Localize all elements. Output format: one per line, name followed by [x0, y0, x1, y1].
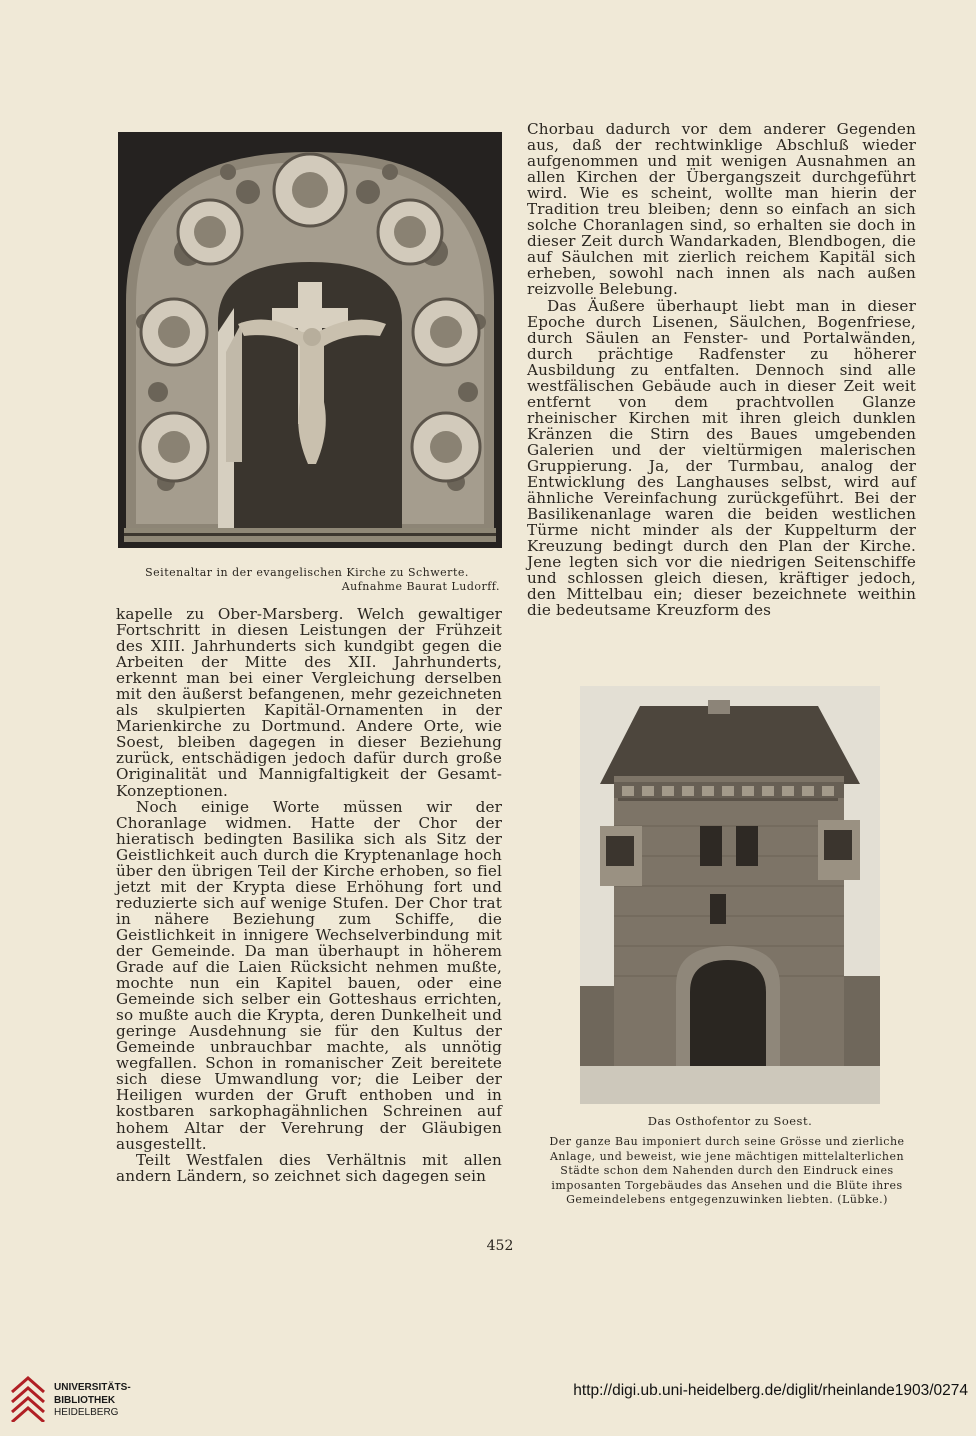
- altar-caption-line1: Seitenaltar in der evangelischen Kirche zu Schwerte.: [145, 566, 469, 579]
- library-name-line2: BIBLIOTHEK: [54, 1394, 116, 1406]
- gate-caption-line: Anlage, und beweist, wie jene mächtigen mittelalterlichen: [549, 1149, 905, 1163]
- page-number: 452: [486, 1238, 514, 1254]
- paragraph: kapelle zu Ober-Marsberg. Welch gewaltiger Fortschritt in diesen Leistungen der Frühzeit des XIII. Jahrhunderts sich kundgibt gegen die Arbeiten der Mitte des XII. Jahrhunderts, erkennt man bei einer Vergleichung derselben mit den äußerst befangenen, mehr gezeichneten als skulpierten Kapitäl-Ornamenten in der Marienkirche zu Dortmund. Andere Orte, wie Soest, bleiben dagegen in dieser Beziehung zurück, entschädigen jedoch dafür durch große Originalität und Mannigfaltigkeit der Gesamt-Konzeptionen.: [116, 605, 502, 800]
- right-text-column: [527, 121, 916, 618]
- gate-photo: [580, 686, 880, 1104]
- gate-caption-description: [536, 1135, 918, 1208]
- altar-photo: [118, 132, 502, 548]
- library-name-line3: HEIDELBERG: [54, 1407, 119, 1418]
- gate-caption-line: imposanten Torgebäudes das Ansehen und die Blüte ihres: [551, 1178, 903, 1192]
- paragraph: Noch einige Worte müssen wir der Choranlage widmen. Hatte der Chor der hieratisch bedingten Basilika sich als Sitz der Geistlichkeit auch durch die Kryptenanlage hoch über den übrigen Teil der Kirche erhoben, so fiel jetzt mit der Krypta diese Erhöhung fort und reduzierte sich auf wenige Stufen. Der Chor trat in nähere Beziehung zum Schiffe, die Geistlichkeit in innigere Wechselverbindung mit der Gemeinde. Da man überhaupt in höherem Grade auf die Laien Rücksicht nehmen mußte, mochte nun ein Kapitel bauen, oder eine Gemeinde sich selber ein Gotteshaus errichten, so mußte auch die Krypta, deren Dunkelheit und geringe Ausdehnung sie für den Kultus der Gemeinde unbrauchbar machte, als unnötig wegfallen. Schon in romanischer Zeit bereitete sich diese Umwandlung vor; die Leiber der Heiligen wurden der Gruft enthoben und in kostbaren sarkophagähnlichen Schreinen auf hohem Altar der Verehrung der Gläubigen ausgestellt.: [116, 797, 502, 1153]
- gate-illustration: [580, 686, 880, 1104]
- paragraph: Chorbau dadurch vor dem anderer Gegenden aus, daß der rechtwinklige Abschluß wieder aufgenommen und mit wenigen Ausnahmen an allen Kirchen der Übergangszeit durchgeführt wird. Wie es scheint, wollte man hierin der Tradition treu bleiben; denn so einfach an sich solche Choranlagen sind, so erhalten sie doch in dieser Zeit durch Wandarkaden, Blendbogen, die auf Säulchen mit zierlich reichem Kapitäl sich erheben, sowohl nach innen als nach außen reizvolle Belebung.: [527, 120, 916, 299]
- paragraph: Teilt Westfalen dies Verhältnis mit allen andern Ländern, so zeichnet sich dagegen sein: [116, 1150, 502, 1185]
- library-logo[interactable]: [10, 1374, 150, 1424]
- altar-illustration: [118, 132, 502, 548]
- altar-caption-line2: Aufnahme Baurat Ludorff.: [341, 580, 500, 593]
- library-logo-icon: [10, 1376, 46, 1422]
- library-name: [54, 1382, 131, 1420]
- source-url-link[interactable]: http://digi.ub.uni-heidelberg.de/diglit/rheinlande1903/0274: [573, 1382, 968, 1399]
- gate-caption-line: Der ganze Bau imponiert durch seine Grösse und zierliche: [549, 1135, 905, 1148]
- gate-caption-line: Gemeindelebens entgegenzuwinken liebten. (Lübke.): [566, 1193, 888, 1206]
- gate-caption-title: Das Osthofentor zu Soest.: [647, 1114, 813, 1128]
- altar-caption: [118, 566, 502, 594]
- library-name-line1: UNIVERSITÄTS-: [54, 1382, 131, 1393]
- paragraph: Das Äußere überhaupt liebt man in dieser Epoche durch Lisenen, Säulchen, Bogenfriese, durch Säulen an Fenster- und Portalwänden, durch prächtige Radfenster zu höherer Ausbildung zu entfalten. Dennoch sind alle westfälischen Gebäude auch in dieser Zeit weit entfernt von dem prachtvollen Glanze rheinischer Kirchen mit ihren gleich dunklen Kränzen die Stirn des Baues umgebenden Galerien und der vieltürmigen malerischen Gruppierung. Ja, der Turmbau, analog der Entwicklung des Langhauses selbst, wird auf ähnliche Vereinfachung zurückgeführt. Bei der Basilikenanlage waren die beiden westlichen Türme nicht minder als der Kuppelturm der Kreuzung bedingt durch den Plan der Kirche. Jene legten sich vor die niedrigen Seitenschiffe und schlossen gleich diesen, kräftiger jedoch, den Mittelbau ein; dieser bezeichnete weithin die bedeutsame Kreuzform des: [527, 296, 916, 620]
- gate-caption-line: Städte schon dem Nahenden durch den Eindruck eines: [560, 1164, 894, 1177]
- left-text-column: [116, 606, 502, 1184]
